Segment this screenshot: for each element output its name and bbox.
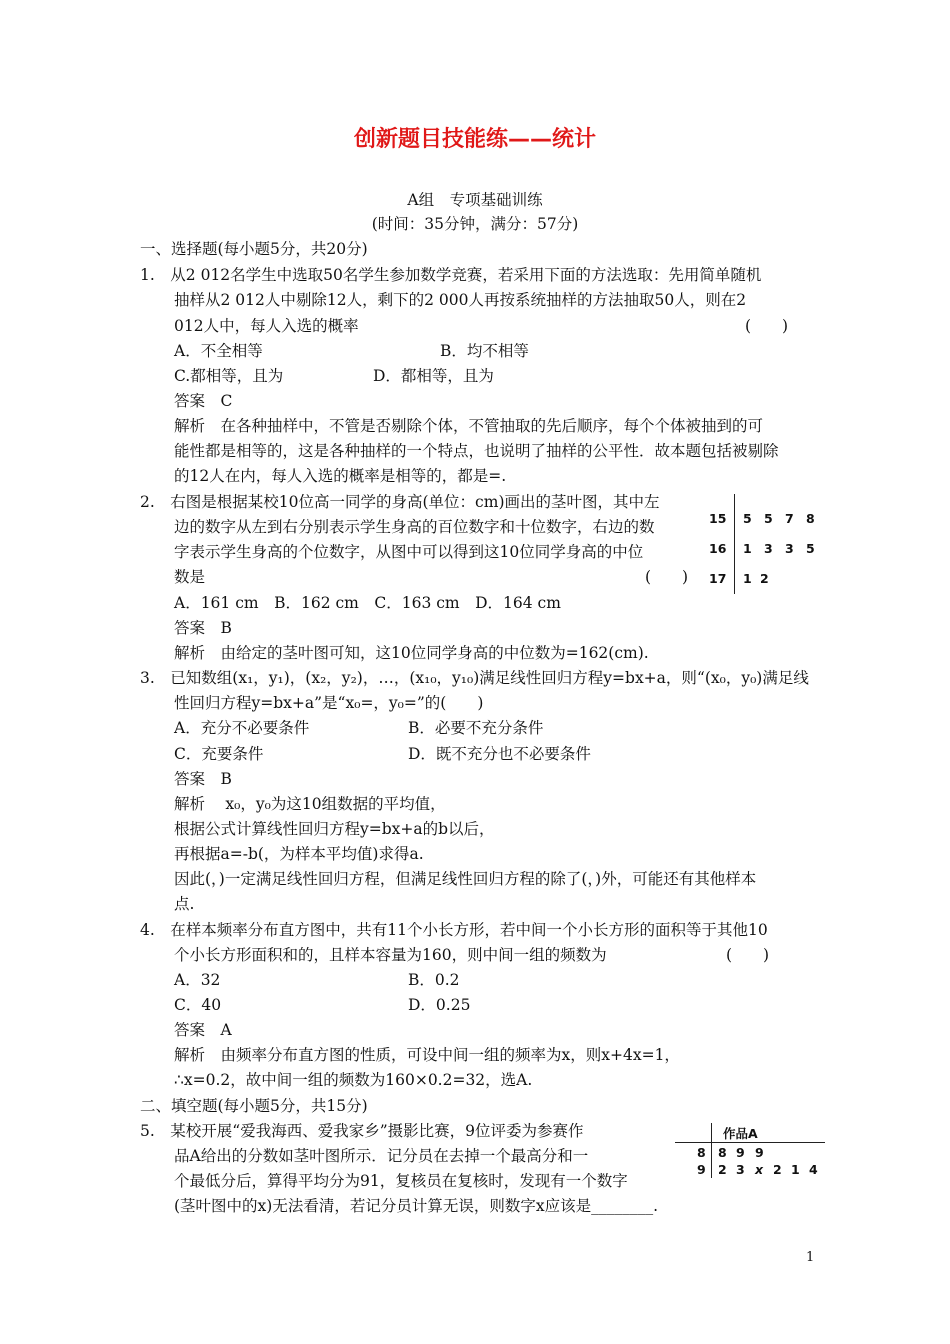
q1-option-a: A．不全相等 [174,342,263,360]
q4-answer: 答案 A [174,1021,232,1039]
q3-answer: 答案 B [174,770,232,788]
q3-option-a: A．充分不必要条件 [174,719,310,737]
q5-line: 个最低分后，算得平均分为91，复核员在复核时，发现有一个数字 [174,1172,628,1190]
q1-answer: 答案 C [174,392,233,410]
leaf-value: 9 [736,1145,745,1160]
group-title: A组 专项基础训练 [407,191,543,209]
q2-line: 2. 右图是根据某校10位高一同学的身高(单位：cm)画出的茎叶图，其中左 [140,493,660,511]
q2-line: 字表示学生身高的个位数字，从图中可以得到这10位同学身高的中位 [174,543,644,561]
q2-answer-paren: ( ) [645,568,689,586]
leaf-value: 9 [755,1145,764,1160]
leaf-value: 2 [718,1162,727,1177]
q2-options: A．161 cm B．162 cm C．163 cm D．164 cm [174,594,561,612]
q2-analysis: 解析 由给定的茎叶图可知，这10位同学身高的中位数为=162(cm). [174,644,649,662]
leaf-value: 1 [791,1162,800,1177]
leaf-value: 3 [785,541,794,556]
q1-option-d: D．都相等，且为 [373,367,494,385]
leaf-value: x [755,1162,764,1177]
leaf-value: 5 [743,511,752,526]
q3-line: 性回归方程y=bx+a”是“x₀=，y₀=”的( ) [174,694,484,712]
leaf-value: 3 [736,1162,745,1177]
stem-value: 16 [709,541,727,556]
section-heading-choice: 一、选择题(每小题5分，共20分) [140,240,368,258]
q3-analysis-line: 再根据a=-b(，为样本平均值)求得a. [174,845,424,863]
q1-analysis-line: 解析 在各种抽样中，不管是否剔除个体，不管抽取的先后顺序，每个个体被抽到的可 [174,417,764,435]
q4-answer-paren: ( ) [726,946,770,964]
time-info: (时间：35分钟，满分：57分) [371,215,579,233]
stem-value: 17 [709,571,727,586]
q3-option-c: C．充要条件 [174,745,264,763]
page-number: 1 [806,1250,815,1265]
leaf-value: 2 [773,1162,782,1177]
plot-header: 作品A [723,1126,758,1141]
stem-divider [711,1123,712,1178]
q3-analysis-line: 因此(，)一定满足线性回归方程，但满足线性回归方程的除了(，)外，可能还有其他样本 [174,870,757,888]
leaf-value: 5 [764,511,773,526]
stem-divider [734,494,735,594]
leaf-value: 1 [743,541,752,556]
leaf-value: 1 [743,571,752,586]
stem-value: 9 [697,1162,706,1177]
q3-option-d: D．既不充分也不必要条件 [408,745,591,763]
q1-line: 012人中，每人入选的概率 [174,317,359,335]
q4-option-c: C．40 [174,996,222,1014]
q5-line: 5. 某校开展“爱我海西、爱我家乡”摄影比赛，9位评委为参赛作 [140,1122,584,1140]
q4-line: 个小长方形面积和的，且样本容量为160，则中间一组的频数为 [174,946,607,964]
q1-option-c: C.都相等，且为 [174,367,284,385]
section-heading-fill: 二、填空题(每小题5分，共15分) [140,1097,368,1115]
q5-line: (茎叶图中的x)无法看清，若记分员计算无误，则数字x应该是________. [174,1197,659,1215]
q4-option-a: A．32 [174,971,221,989]
q3-analysis-line: 点. [174,895,195,913]
q1-option-b: B．均不相等 [440,342,529,360]
leaf-value: 8 [806,511,815,526]
leaf-value: 7 [785,511,794,526]
q3-analysis-line: 解析 x₀，y₀为这10组数据的平均值， [174,795,446,813]
q3-option-b: B．必要不充分条件 [408,719,544,737]
header-rule [675,1142,825,1143]
leaf-value: 5 [806,541,815,556]
q2-line: 边的数字从左到右分别表示学生身高的百位数字和十位数字，右边的数 [174,518,655,536]
q4-analysis-line: 解析 由频率分布直方图的性质，可设中间一组的频率为x，则x+4x=1， [174,1046,680,1064]
q4-option-b: B．0.2 [408,971,460,989]
q3-line: 3. 已知数组(x₁，y₁)，(x₂，y₂)，…，(x₁₀，y₁₀)满足线性回归方程y=bx+a，则“(x₀，y₀)满足线 [140,669,809,687]
page-title: 创新题目技能练——统计 [353,127,596,152]
q4-option-d: D．0.25 [408,996,471,1014]
q1-analysis-line: 的12人在内，每人入选的概率是相等的，都是=. [174,467,507,485]
stem-value: 8 [697,1145,706,1160]
q5-line: 品A给出的分数如茎叶图所示．记分员在去掉一个最高分和一 [174,1147,589,1165]
stem-value: 15 [709,511,727,526]
q3-analysis-line: 根据公式计算线性回归方程y=bx+a的b以后， [174,820,495,838]
leaf-value: 8 [718,1145,727,1160]
q2-answer: 答案 B [174,619,232,637]
q4-analysis-line: ∴x=0.2，故中间一组的频数为160×0.2=32，选A. [174,1071,533,1089]
leaf-value: 2 [760,571,769,586]
q2-line: 数是 [174,568,206,586]
leaf-value: 4 [809,1162,818,1177]
q1-answer-paren: ( ) [745,317,789,335]
q1-line: 抽样从2 012人中剔除12人，剩下的2 000人再按系统抽样的方法抽取50人，则在2 [174,291,747,309]
q4-line: 4. 在样本频率分布直方图中，共有11个小长方形，若中间一个小长方形的面积等于其他10 [140,921,768,939]
q1-line: 1. 从2 012名学生中选取50名学生参加数学竞赛，若采用下面的方法选取：先用简单随机 [140,266,762,284]
q1-analysis-line: 能性都是相等的，这是各种抽样的一个特点，也说明了抽样的公平性．故本题包括被剔除 [174,442,779,460]
leaf-value: 3 [764,541,773,556]
